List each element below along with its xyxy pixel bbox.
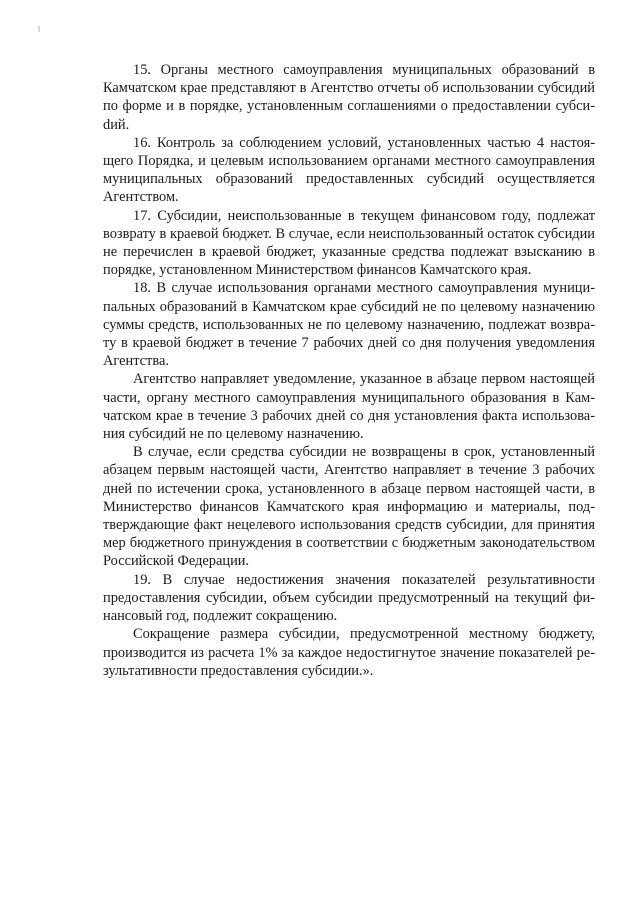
paragraph-19-reduction: Сокращение размера субсидии, предусмотренной местному бюджету, производится из расчета 1% за каждое недостигнутое значение показателей результативности предоставления субсидии.». bbox=[103, 626, 595, 679]
paragraph-18: 18. В случае использования органами местного самоуправления муниципальных образований в Камчатском крае субсидий не по целевому назначению суммы средств, использованных не по целевому назначению, подлежат возврату в краевой бюджет в течение 7 рабочих дней со дня получения уведомления Агентства. bbox=[103, 280, 595, 370]
paragraph-16: 16. Контроль за соблюдением условий, установленных частью 4 настоящего Порядка, и целевым использованием органами местного самоуправления муниципальных образований предоставленных субсидий осуществляется Агентством. bbox=[103, 134, 595, 206]
paragraph-18-notice: Агентство направляет уведомление, указанное в абзаце первом настоящей части, органу местного самоуправления муниципального образования в Камчатском крае в течение 3 рабочих дней со дня установления факта использования субсидий не по целевому назначению. bbox=[103, 371, 595, 443]
document-body bbox=[103, 61, 595, 680]
scan-mark bbox=[38, 26, 40, 32]
paragraph-19: 19. В случае недостижения значения показателей результативности предоставления субсидии, объем субсидии предусмотренный на текущий финансовый год, подлежит сокращению. bbox=[103, 571, 595, 625]
paragraph-18-nonreturn: В случае, если средства субсидии не возвращены в срок, установленный абзацем первым настоящей части, Агентство направляет в течение 3 рабочих дней по истечении срока, установленного в абзаце первом настоящей части, в Министерство финансов Камчатского края информацию и материалы, подтверждающие факт нецелевого использования средств субсидии, для принятия мер бюджетного принуждения в соответствии с бюджетным законодательством Российской Федерации. bbox=[103, 444, 595, 570]
paragraph-15: 15. Органы местного самоуправления муниципальных образований в Камчатском крае представляют в Агентство отчеты об использовании субсидий по форме и в порядке, установленным соглашениями о предоставлении субсиdий. bbox=[103, 62, 595, 133]
paragraph-17: 17. Субсидии, неиспользованные в текущем финансовом году, подлежат возврату в краевой бюджет. В случае, если неиспользованный остаток субсидии не перечислен в краевой бюджет, указанные средства подлежат взысканию в порядке, установленном Министерством финансов Камчатского края. bbox=[103, 207, 595, 279]
